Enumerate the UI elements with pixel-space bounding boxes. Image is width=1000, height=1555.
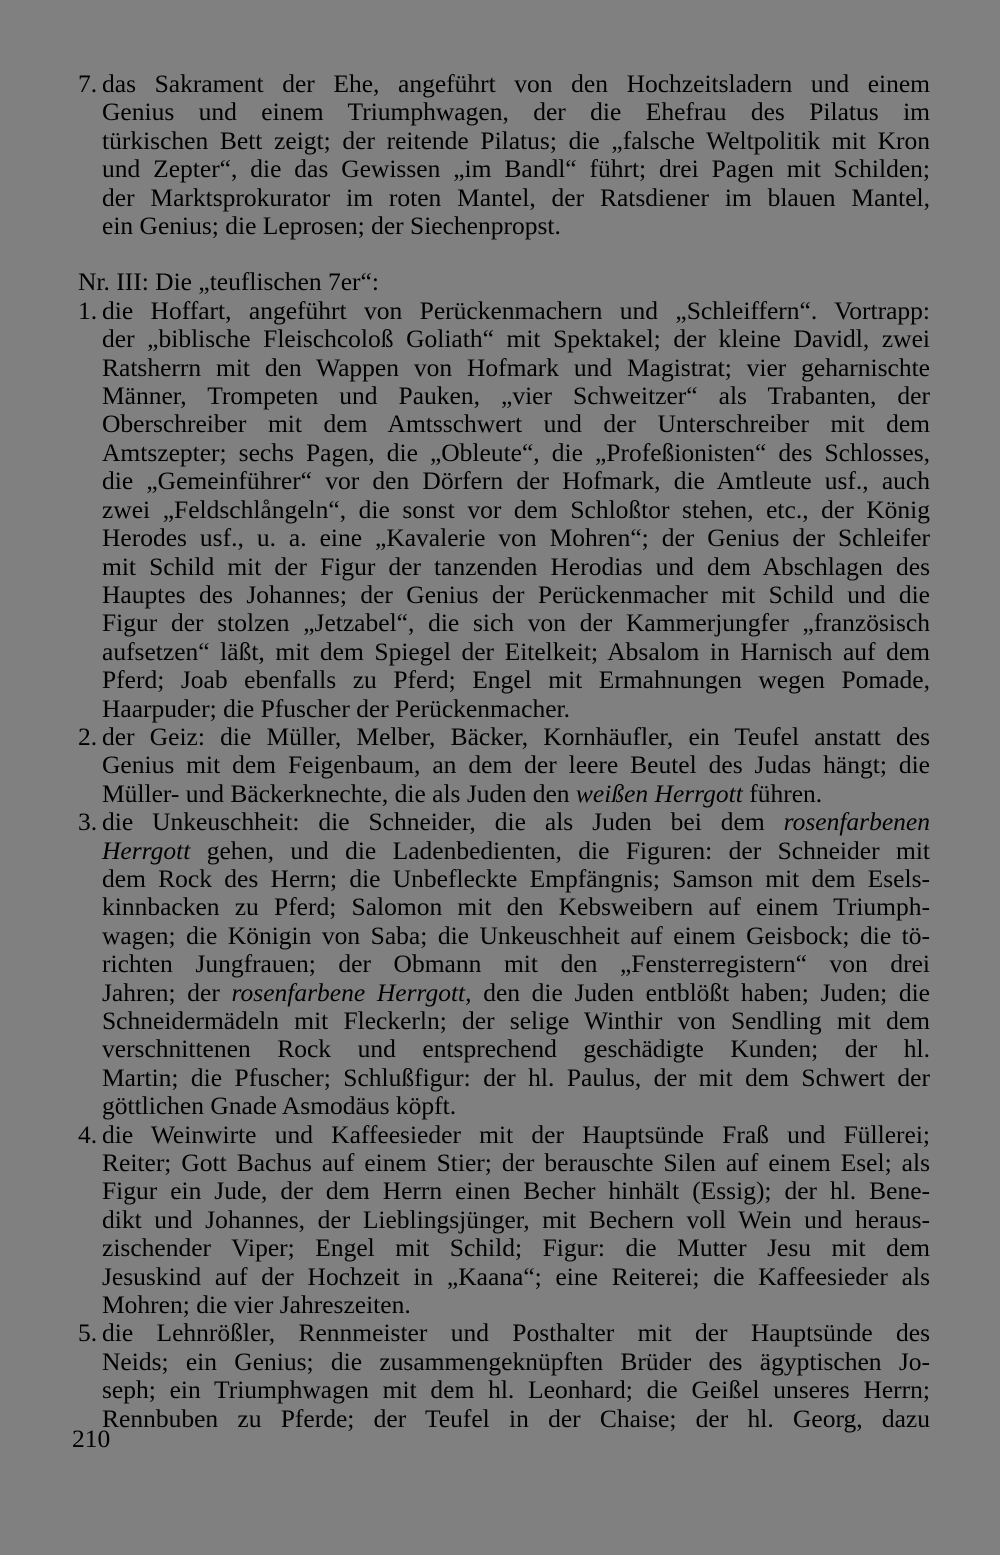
italic-run: weißen Herrgott xyxy=(575,778,743,808)
text-line xyxy=(102,837,930,865)
list-item-7 xyxy=(78,70,930,240)
text-line: der Marktsprokurator im roten Mantel, der Ratsdiener im blauen Mantel, xyxy=(102,182,930,212)
text-line: verschnittenen Rock und entsprechend geschädigte Kunden; der hl. xyxy=(102,1034,930,1064)
text-line: die Hoffart, angeführt von Perückenmachern und „Schleiffern“. Vortrapp: xyxy=(102,295,930,325)
item-number: 2. xyxy=(78,721,98,751)
text-line: der Geiz: die Müller, Melber, Bäcker, Kornhäufler, ein Teufel anstatt des xyxy=(102,721,930,751)
page-body xyxy=(78,70,930,1433)
text-line: Neids; ein Genius; die zusammengeknüpften Brüder des ägyptischen Jo- xyxy=(102,1346,930,1376)
text-line: Haarpuder; die Pfuscher der Perückenmacher. xyxy=(102,693,571,723)
text-line: Schneidermädeln mit Fleckerln; der selige Winthir von Sendling mit dem xyxy=(102,1006,930,1035)
list-item-4 xyxy=(78,1121,930,1320)
text-line: Figur ein Jude, der dem Herrn einen Becher hinhält (Essig); der hl. Bene- xyxy=(102,1176,930,1206)
text-line: Amtszepter; sechs Pagen, die „Obleute“, die „Profeßionisten“ des Schlosses, xyxy=(102,437,930,467)
italic-run: rosenfarbenen xyxy=(783,807,930,837)
text-run: Jahren; der xyxy=(102,977,232,1007)
text-line: der „biblische Fleischcoloß Goliath“ mit Spektakel; der kleine Davidl, zwei xyxy=(102,324,930,354)
text-line: mit Schild mit der Figur der tanzenden Herodias und dem Abschlagen des xyxy=(102,551,930,581)
text-line: Genius und einem Triumphwagen, der die Ehefrau des Pilatus im xyxy=(102,97,930,127)
item-number: 5. xyxy=(78,1318,98,1348)
text-line: das Sakrament der Ehe, angeführt von den Hochzeitsladern und einem xyxy=(102,69,930,98)
text-line: Herodes usf., u. a. eine „Kavalerie von Mohren“; der Genius der Schleifer xyxy=(102,523,930,553)
text-line: aufsetzen“ läßt, mit dem Spiegel der Eitelkeit; Absalom in Harnisch auf dem xyxy=(102,636,930,666)
text-line: türkischen Bett zeigt; der reitende Pilatus; die „falsche Weltpolitik mit Kron xyxy=(102,125,930,155)
text-line: Jesuskind auf der Hochzeit in „Kaana“; eine Reiterei; die Kaffeesieder als xyxy=(102,1261,930,1291)
text-line: wagen; die Königin von Saba; die Unkeuschheit auf einem Geisbock; die tö- xyxy=(102,920,930,950)
text-line: Figur der stolzen „Jetzabel“, die sich von der Kammerjungfer „französisch xyxy=(102,608,930,638)
item-number: 7. xyxy=(78,69,98,98)
text-line: Männer, Trompeten und Pauken, „vier Schweitzer“ als Trabanten, der xyxy=(102,381,930,411)
text-line: zwei „Feldschlångeln“, die sonst vor dem Schloßtor stehen, etc., der König xyxy=(102,494,930,524)
text-line: Genius mit dem Feigenbaum, an dem der leere Beutel des Judas hängt; die xyxy=(102,750,930,780)
text-run: die Unkeuschheit: die Schneider, die als Juden bei dem xyxy=(102,807,784,837)
item-number: 4. xyxy=(78,1119,98,1149)
text-line: zischender Viper; Engel mit Schild; Figur: die Mutter Jesu mit dem xyxy=(102,1233,930,1263)
italic-run: Herrgott xyxy=(102,835,191,865)
page-number: 210 xyxy=(72,1424,111,1453)
text-line: ein Genius; die Leprosen; der Siechenpropst. xyxy=(102,211,561,241)
text-line: Martin; die Pfuscher; Schlußfigur: der hl. Paulus, der mit dem Schwert der xyxy=(102,1062,930,1092)
text-line: kinnbacken zu Pferd; Salomon mit den Kebsweibern auf einem Triumph- xyxy=(102,892,930,922)
text-line xyxy=(102,808,930,836)
text-line: Ratsherrn mit den Wappen von Hofmark und Magistrat; vier geharnischte xyxy=(102,352,930,382)
item-number: 3. xyxy=(78,807,98,837)
list-item-5 xyxy=(78,1319,930,1433)
text-run: gehen, und die Ladenbedienten, die Figuren: der Schneider mit xyxy=(190,835,930,865)
text-line: Pferd; Joab ebenfalls zu Pferd; Engel mit Ermahnungen wegen Pomade, xyxy=(102,665,930,695)
text-run: führen. xyxy=(742,778,823,808)
text-line: Hauptes des Johannes; der Genius der Perückenmacher mit Schild und die xyxy=(102,579,930,609)
text-run: den die Juden entblößt haben; Juden; die xyxy=(471,977,930,1007)
text-line: die Lehnrößler, Rennmeister und Posthalter mit der Hauptsünde des xyxy=(102,1318,930,1348)
list-item-3 xyxy=(78,808,930,1120)
text-line xyxy=(102,979,930,1007)
text-line: dikt und Johannes, der Lieblingsjünger, mit Bechern voll Wein und heraus- xyxy=(102,1204,930,1234)
text-line: seph; ein Triumphwagen mit dem hl. Leonhard; die Geißel unseres Herrn; xyxy=(102,1375,930,1405)
text-line xyxy=(102,780,930,808)
text-line: und Zepter“, die das Gewissen „im Bandl“ führt; drei Pagen mit Schilden; xyxy=(102,154,930,184)
text-line: Oberschreiber mit dem Amtsschwert und der Unterschreiber mit dem xyxy=(102,409,930,439)
list-item-2 xyxy=(78,723,930,808)
text-line: die Weinwirte und Kaffeesieder mit der Hauptsünde Fraß und Füllerei; xyxy=(102,1119,930,1149)
text-line: die „Gemeinführer“ vor den Dörfern der Hofmark, die Amtleute usf., auch xyxy=(102,466,930,496)
section-heading: Nr. III: Die „teuflischen 7er“: xyxy=(78,267,379,297)
text-line: dem Rock des Herrn; die Unbefleckte Empfängnis; Samson mit dem Esels- xyxy=(102,863,930,893)
text-line: Mohren; die vier Jahreszeiten. xyxy=(102,1290,411,1320)
list-item-1 xyxy=(78,297,930,723)
item-number: 1. xyxy=(78,295,98,325)
text-line: Reiter; Gott Bachus auf einem Stier; der berauschte Silen auf einem Esel; als xyxy=(102,1148,930,1178)
text-run: Müller- und Bäckerknechte, die als Juden den xyxy=(102,778,576,808)
text-line: Rennbuben zu Pferde; der Teufel in der Chaise; der hl. Georg, dazu xyxy=(102,1403,930,1433)
text-line: göttlichen Gnade Asmodäus köpft. xyxy=(102,1091,457,1121)
text-line: richten Jungfrauen; der Obmann mit den „Fensterregistern“ von drei xyxy=(102,949,930,979)
italic-run: rosenfarbene Herrgott, xyxy=(231,977,472,1007)
